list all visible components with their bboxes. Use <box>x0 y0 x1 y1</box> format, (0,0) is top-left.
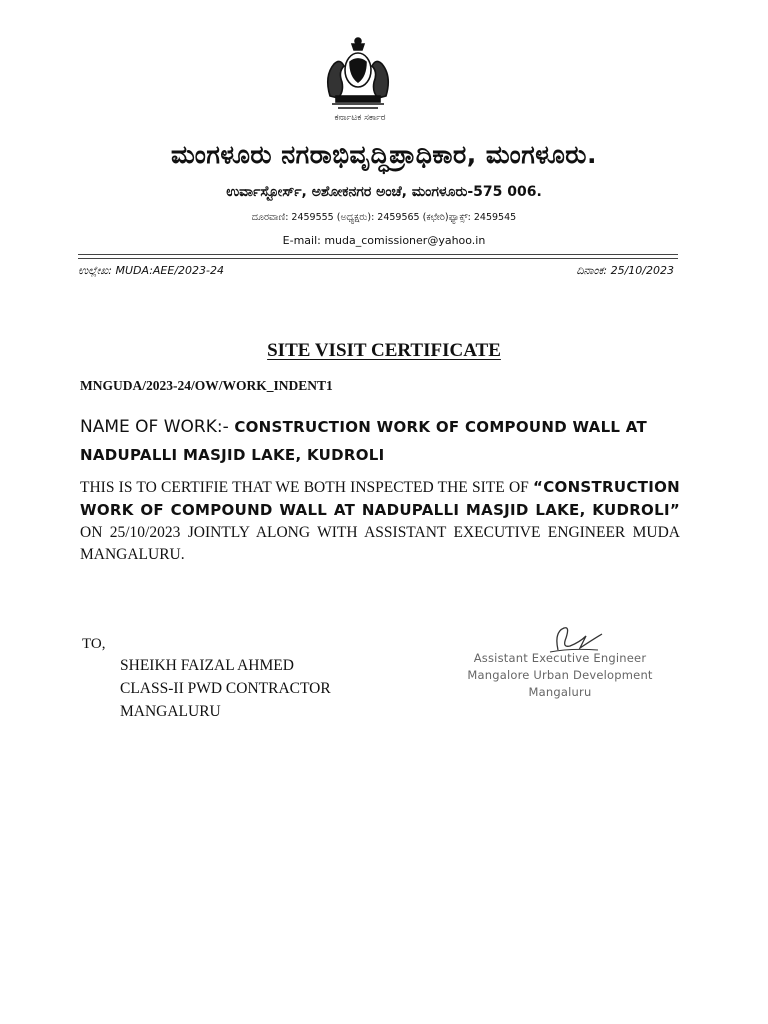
stamp-line-3: Mangaluru <box>528 685 592 699</box>
work-reference-number: MNGUDA/2023-24/OW/WORK_INDENT1 <box>80 378 333 393</box>
date-label: ದಿನಾಂಕ: <box>576 264 608 277</box>
certificate-body <box>80 476 680 566</box>
recipient-city: MANGALURU <box>120 703 221 720</box>
date-value: 25/10/2023 <box>610 264 674 277</box>
name-of-work-value: CONSTRUCTION WORK OF COMPOUND WALL AT NADUPALLI MASJID LAKE, KUDROLI <box>80 418 648 464</box>
organization-name: ಮಂಗಳೂರು ನಗರಾಭಿವೃದ್ಧಿಪ್ರಾಧಿಕಾರ, ಮಂಗಳೂರು. <box>171 140 597 169</box>
official-stamp <box>455 650 665 701</box>
government-label: ಕರ್ನಾಟಕ ಸರ್ಕಾರ <box>334 113 386 123</box>
recipient-address <box>120 654 331 723</box>
body-prefix: THIS IS TO CERTIFIE THAT WE BOTH INSPECTED THE SITE OF <box>80 479 529 496</box>
karnataka-emblem-icon <box>316 36 400 112</box>
recipient-name: SHEIKH FAIZAL AHMED <box>120 657 294 674</box>
phone-numbers: ದೂರವಾಣಿ: 2459555 (ಅಧ್ಯಕ್ಷರು): 2459565 (ಕಛೇರಿ)ಫ್ಯಾಕ್ಸ್: 2459545 <box>251 212 517 223</box>
stamp-line-1: Assistant Executive Engineer <box>473 651 647 665</box>
email-address: E-mail: muda_comissioner@yahoo.in <box>282 234 486 247</box>
reference-label: ಉಲ್ಲೇಖ: <box>78 264 112 277</box>
recipient-designation: CLASS-II PWD CONTRACTOR <box>120 680 331 697</box>
date-line <box>576 264 674 278</box>
document-title-text: SITE VISIT CERTIFICATE <box>267 340 501 361</box>
name-of-work <box>80 413 700 469</box>
name-of-work-label: NAME OF WORK:- <box>80 417 229 437</box>
stamp-line-2: Mangalore Urban Development <box>467 668 653 682</box>
reference-line <box>78 264 224 278</box>
organization-address: ಉರ್ವಾಸ್ಟೋರ್ಸ್, ಅಶೋಕನಗರ ಅಂಚೆ, ಮಂಗಳೂರು-575 006. <box>226 184 542 200</box>
document-title <box>0 340 768 362</box>
body-suffix: ON 25/10/2023 JOINTLY ALONG WITH ASSISTANT EXECUTIVE ENGINEER MUDA MANGALURU. <box>80 524 680 563</box>
header-divider-secondary <box>78 258 678 259</box>
to-label: TO, <box>82 636 106 652</box>
body-work-name: “CONSTRUCTION WORK OF COMPOUND WALL AT NADUPALLI MASJID LAKE, KUDROLI” <box>80 478 681 519</box>
header-divider <box>78 254 678 255</box>
reference-value: MUDA:AEE/2023-24 <box>115 264 224 277</box>
